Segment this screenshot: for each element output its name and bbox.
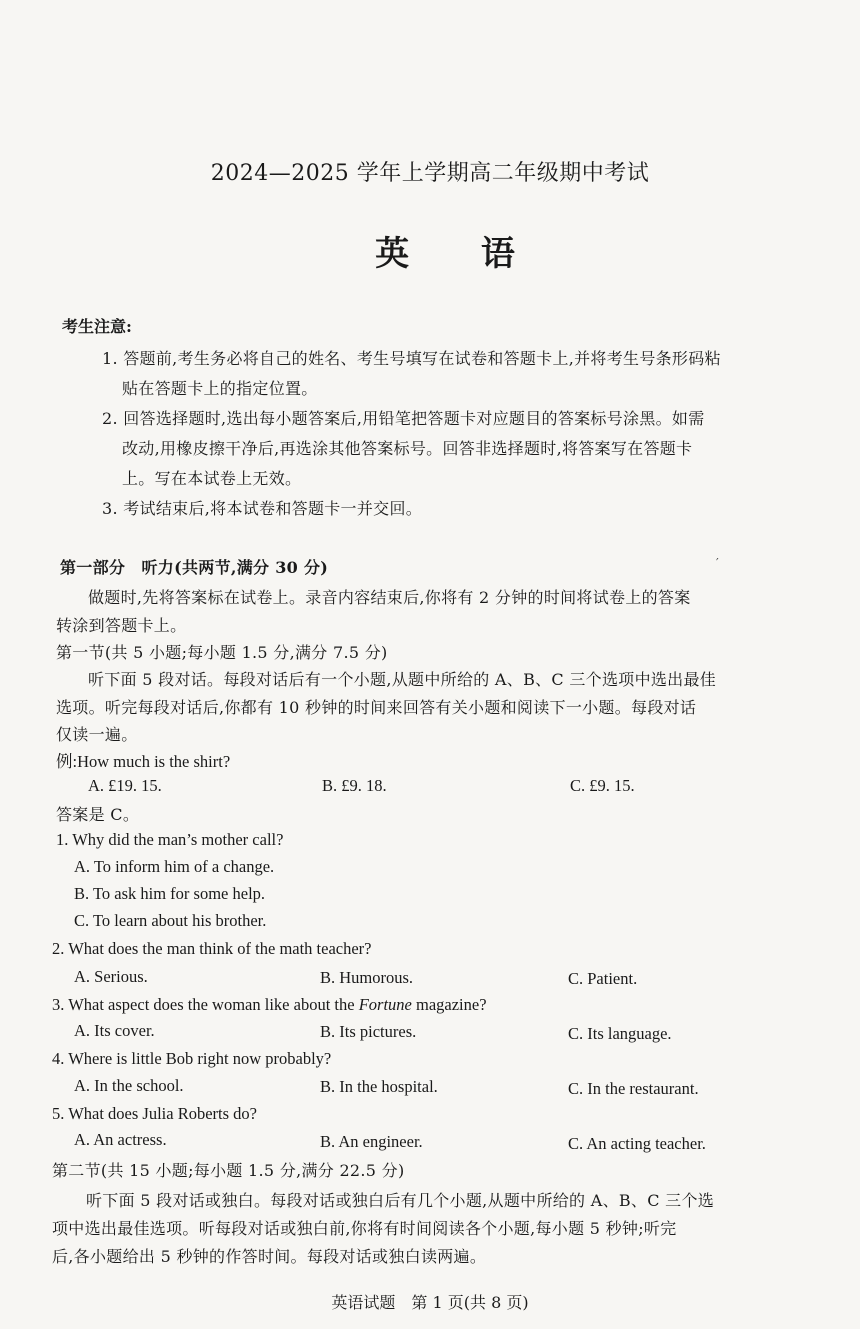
- q5-option-a: A. An actress.: [74, 1130, 167, 1149]
- question-4: 4. Where is little Bob right now probably?: [52, 1049, 332, 1068]
- question-3-text-end: magazine?: [411, 995, 487, 1014]
- question-2: 2. What does the man think of the math teacher?: [52, 939, 372, 958]
- q4-option-c: C. In the restaurant.: [568, 1079, 699, 1098]
- notice-item-3-line-1: 3. 考试结束后,将本试卷和答题卡一并交回。: [102, 499, 423, 518]
- section2-intro-line-2: 项中选出最佳选项。听每段对话或独白前,你将有时间阅读各个小题,每小题 5 秒钟;听完: [52, 1219, 677, 1238]
- q2-option-b: B. Humorous.: [320, 968, 414, 987]
- subject-title: 英 语: [375, 234, 545, 274]
- q5-option-c: C. An acting teacher.: [568, 1134, 706, 1153]
- section1-heading: 第一节(共 5 小题;每小题 1.5 分,满分 7.5 分): [56, 643, 388, 662]
- part1-intro-line-1: 做题时,先将答案标在试卷上。录音内容结束后,你将有 2 分钟的时间将试卷上的答案: [88, 588, 691, 607]
- example-answer: 答案是 C。: [56, 805, 140, 824]
- notice-heading: 考生注意:: [62, 317, 132, 336]
- q3-option-c: C. Its language.: [568, 1024, 672, 1043]
- q2-option-a: A. Serious.: [74, 967, 148, 986]
- notice-item-2-line-1: 2. 回答选择题时,选出每小题答案后,用铅笔把答题卡对应题目的答案标号涂黑。如需: [102, 409, 705, 428]
- notice-item-1-line-1: 1. 答题前,考生务必将自己的姓名、考生号填写在试卷和答题卡上,并将考生号条形码粘: [102, 349, 721, 368]
- question-5: 5. What does Julia Roberts do?: [52, 1104, 257, 1123]
- example-option-a: A. £19. 15.: [88, 776, 162, 795]
- q1-option-a: A. To inform him of a change.: [74, 857, 275, 876]
- question-1: 1. Why did the man’s mother call?: [56, 830, 284, 849]
- exam-title: 2024—2025 学年上学期高二年级期中考试: [210, 161, 650, 186]
- question-3-text-start: 3. What aspect does the woman like about the: [52, 995, 359, 1014]
- q4-option-b: B. In the hospital.: [320, 1077, 438, 1096]
- example-option-b: B. £9. 18.: [322, 776, 387, 795]
- notice-item-2-line-3: 上。写在本试卷上无效。: [122, 469, 302, 488]
- example-option-c: C. £9. 15.: [570, 776, 635, 795]
- part1-heading: 第一部分 听力(共两节,满分 30 分): [60, 558, 329, 577]
- stray-pen-mark: ′: [716, 556, 719, 570]
- section1-intro-line-2: 选项。听完每段对话后,你都有 10 秒钟的时间来回答有关小题和阅读下一小题。每段对话: [56, 698, 697, 717]
- example-question: 例:How much is the shirt?: [56, 752, 231, 771]
- section2-intro-line-1: 听下面 5 段对话或独白。每段对话或独白后有几个小题,从题中所给的 A、B、C 三个选: [86, 1191, 715, 1210]
- page-footer: 英语试题 第 1 页(共 8 页): [331, 1293, 529, 1312]
- question-3: [52, 995, 487, 1015]
- section1-intro-line-1: 听下面 5 段对话。每段对话后有一个小题,从题中所给的 A、B、C 三个选项中选出最佳: [88, 670, 717, 689]
- notice-item-1-line-2: 贴在答题卡上的指定位置。: [122, 379, 318, 398]
- notice-item-2-line-2: 改动,用橡皮擦干净后,再选涂其他答案标号。回答非选择题时,将答案写在答题卡: [122, 439, 693, 458]
- q5-option-b: B. An engineer.: [320, 1132, 423, 1151]
- section1-intro-line-3: 仅读一遍。: [56, 725, 138, 744]
- section2-intro-line-3: 后,各小题给出 5 秒钟的作答时间。每段对话或独白读两遍。: [52, 1247, 487, 1266]
- q4-option-a: A. In the school.: [74, 1076, 184, 1095]
- q3-option-b: B. Its pictures.: [320, 1022, 417, 1041]
- magazine-name: Fortune: [358, 995, 412, 1014]
- part1-intro-line-2: 转涂到答题卡上。: [56, 616, 187, 635]
- q3-option-a: A. Its cover.: [74, 1021, 155, 1040]
- section2-heading: 第二节(共 15 小题;每小题 1.5 分,满分 22.5 分): [52, 1161, 405, 1180]
- q2-option-c: C. Patient.: [568, 969, 638, 988]
- q1-option-b: B. To ask him for some help.: [74, 884, 266, 903]
- q1-option-c: C. To learn about his brother.: [74, 911, 267, 930]
